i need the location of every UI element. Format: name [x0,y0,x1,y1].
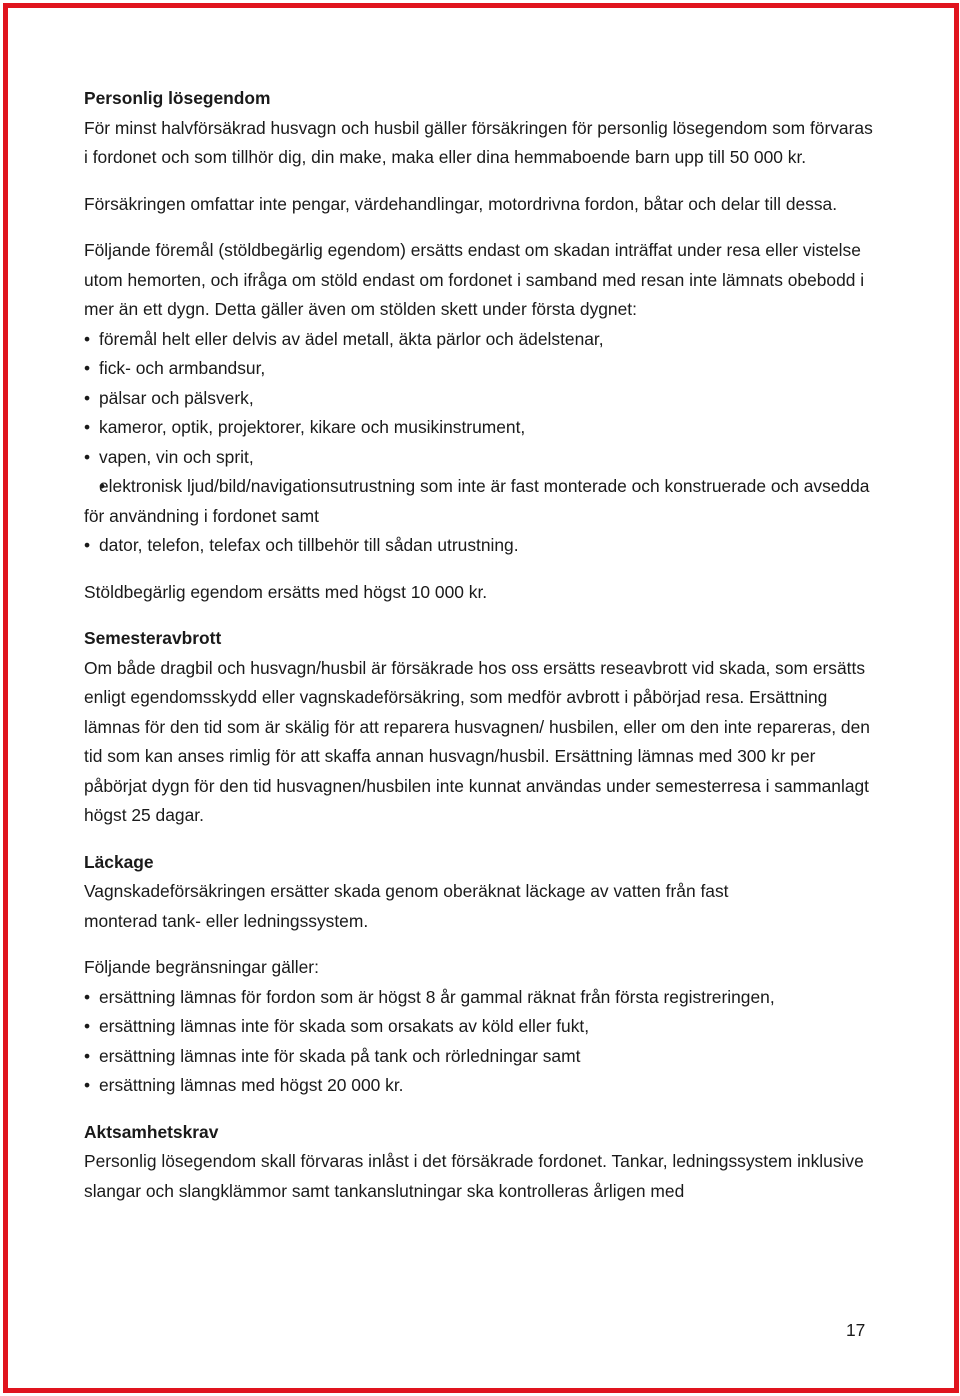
list-item: • vapen, vin och sprit, [84,443,884,473]
section-personlig-losegendom [84,84,884,607]
paragraph: För minst halvförsäkrad husvagn och husbil gäller försäkringen för personlig lösegendom som förvaras i fordonet och som tillhör dig, din make, maka eller dina hemmaboende barn upp till 50 000 kr. [84,117,873,167]
list-item: • pälsar och pälsverk, [84,384,884,414]
paragraph: Stöldbegärlig egendom ersätts med högst 10 000 kr. [84,581,488,602]
list-item: • kameror, optik, projektorer, kikare och musikinstrument, [84,413,884,443]
section-semesteravbrott [84,624,884,831]
section-aktsamhetskrav [84,1118,884,1207]
section-heading: Läckage [84,851,154,872]
page-number: 17 [846,1320,866,1340]
list-item: • dator, telefon, telefax och tillbehör till sådan utrustning. [84,531,884,561]
paragraph: Försäkringen omfattar inte pengar, värdehandlingar, motordrivna fordon, båtar och delar till dessa. [84,193,838,214]
list-item: • elektronisk ljud/bild/navigationsutrustning som inte är fast monterade och konstruerade och avsedda för användning i fordonet samt [84,472,884,531]
list-item: • ersättning lämnas inte för skada på tank och rörledningar samt [84,1042,884,1072]
list-item: • föremål helt eller delvis av ädel metall, äkta pärlor och ädelstenar, [84,325,884,355]
paragraph: Följande begränsningar gäller: [84,957,319,977]
section-heading: Aktsamhetskrav [84,1121,219,1142]
paragraph: Följande föremål (stöldbegärlig egendom) ersätts endast om skadan inträffat under resa eller vistelse utom hemorten, och ifråga om stöld endast om fordonet i samband med resan inte lämnats obebodd i mer än ett dygn. Detta gäller även om stölden skett under första dygnet: [84,240,865,319]
bullet-list-theft-items [84,325,884,561]
section-heading: Semesteravbrott [84,628,222,648]
list-item: • ersättning lämnas för fordon som är högst 8 år gammal räknat från första registreringen, [84,983,884,1013]
paragraph: Personlig lösegendom skall förvaras inlåst i det försäkrade fordonet. Tankar, ledningssystem inklusive slangar och slangklämmor samt tankanslutningar ska kontrolleras årligen med [84,1151,864,1201]
section-heading: Personlig lösegendom [84,88,271,108]
section-lackage [84,848,884,1101]
document-body [84,84,884,1206]
paragraph: Vagnskadeförsäkringen ersätter skada genom oberäknat läckage av vatten från fast monterad tank- eller ledningssystem. [84,881,729,931]
bullet-list-limits [84,983,884,1101]
list-item: • ersättning lämnas med högst 20 000 kr. [84,1071,884,1101]
list-item: • ersättning lämnas inte för skada som orsakats av köld eller fukt, [84,1012,884,1042]
paragraph: Om både dragbil och husvagn/husbil är försäkrade hos oss ersätts reseavbrott vid skada, som ersätts enligt egendomsskydd eller vagnskadeförsäkring, som medför avbrott i påbörjad resa. Ersättning lämnas för den tid som är skälig för att reparera husvagnen/ husbilen, eller om den inte repareras, den tid som kan anses rimlig för att skaffa annan husvagn/husbil. Ersättning lämnas med 300 kr per påbörjat dygn för den tid husvagnen/husbilen inte kunnat användas under semesterresa i sammanlagt högst 25 dagar. [84,657,870,825]
list-item: • fick- och armbandsur, [84,354,884,384]
